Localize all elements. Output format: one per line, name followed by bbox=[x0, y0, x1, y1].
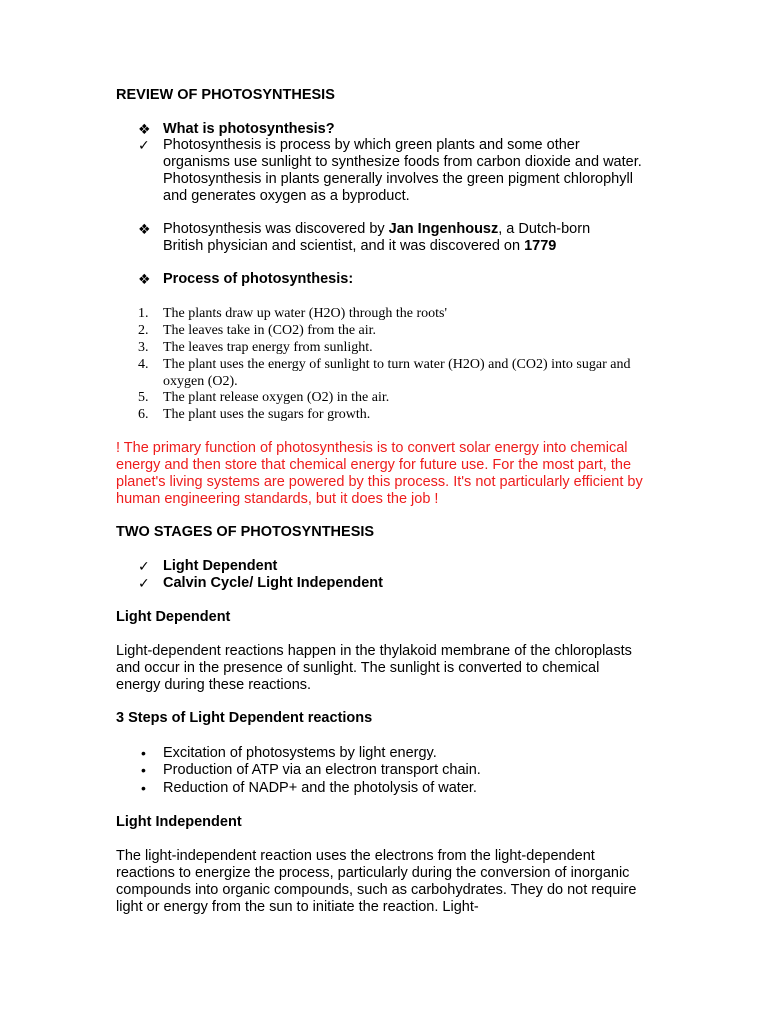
checkmark-icon: ✓ bbox=[138, 575, 150, 591]
list-item: The leaves trap energy from sunlight. bbox=[163, 340, 373, 355]
highlight-note: ! The primary function of photosynthesis is to convert solar energy into chemical energy and then store that chemical energy for future use. For the most part, the planet's living systems are powered by this process. It's not particularly efficient by human engineering standards, but it does the job ! bbox=[116, 440, 643, 507]
definition-paragraph: Photosynthesis is process by which green plants and some other organisms use sunlight to synthesize foods from carbon dioxide and water. Photosynthesis in plants generally involves the green pigment chlorophyll and generates oxygen as a byproduct. bbox=[163, 137, 642, 204]
discovery-year: 1779 bbox=[524, 238, 557, 254]
list-item: Production of ATP via an electron transport chain. bbox=[163, 762, 481, 778]
section-heading: Light Dependent bbox=[116, 609, 231, 625]
section-heading: 3 Steps of Light Dependent reactions bbox=[116, 710, 373, 726]
diamond-bullet-icon: ❖ bbox=[138, 271, 151, 287]
bullet-icon: • bbox=[141, 762, 146, 778]
list-number: 2. bbox=[138, 323, 149, 338]
discovery-text: , a Dutch-born British physician and scientist, and it was discovered on bbox=[163, 221, 591, 254]
list-item: The plant uses the energy of sunlight to turn water (H2O) and (CO2) into sugar and oxygen (O2). bbox=[163, 357, 631, 389]
list-item: The plants draw up water (H2O) through the roots' bbox=[163, 306, 448, 321]
question-heading: What is photosynthesis? bbox=[163, 121, 335, 137]
body-paragraph: The light-independent reaction uses the electrons from the light-dependent reactions to energize the process, particularly during the conversion of inorganic compounds into organic compounds, such as carbohydrates. They do not require light or energy from the sun to initiate the reaction. Light- bbox=[116, 848, 637, 915]
list-number: 4. bbox=[138, 357, 149, 372]
body-paragraph: Light-dependent reactions happen in the thylakoid membrane of the chloroplasts and occur in the presence of sunlight. The sunlight is converted to chemical energy during these reactions. bbox=[116, 643, 632, 693]
bullet-icon: • bbox=[141, 745, 146, 761]
diamond-bullet-icon: ❖ bbox=[138, 221, 151, 237]
section-heading: Light Independent bbox=[116, 814, 242, 830]
list-number: 3. bbox=[138, 340, 149, 355]
list-item: The plant release oxygen (O2) in the air. bbox=[163, 390, 390, 405]
stage-item: Light Dependent bbox=[163, 558, 278, 574]
list-number: 6. bbox=[138, 407, 149, 422]
discovery-text: Photosynthesis was discovered by bbox=[163, 221, 389, 237]
discoverer-name: Jan Ingenhousz bbox=[388, 221, 499, 237]
list-item: The leaves take in (CO2) from the air. bbox=[163, 323, 377, 338]
list-item: The plant uses the sugars for growth. bbox=[163, 407, 371, 422]
stage-item: Calvin Cycle/ Light Independent bbox=[163, 575, 383, 591]
list-number: 1. bbox=[138, 306, 149, 321]
diamond-bullet-icon: ❖ bbox=[138, 121, 151, 137]
list-item: Reduction of NADP+ and the photolysis of water. bbox=[163, 780, 477, 796]
discovery-paragraph bbox=[163, 221, 633, 255]
document-title: REVIEW OF PHOTOSYNTHESIS bbox=[116, 87, 335, 103]
checkmark-icon: ✓ bbox=[138, 558, 150, 574]
list-number: 5. bbox=[138, 390, 149, 405]
section-heading: TWO STAGES OF PHOTOSYNTHESIS bbox=[116, 524, 375, 540]
process-heading: Process of photosynthesis: bbox=[163, 271, 354, 287]
list-item: Excitation of photosystems by light energy. bbox=[163, 745, 437, 761]
checkmark-icon: ✓ bbox=[138, 137, 150, 153]
bullet-icon: • bbox=[141, 780, 146, 796]
